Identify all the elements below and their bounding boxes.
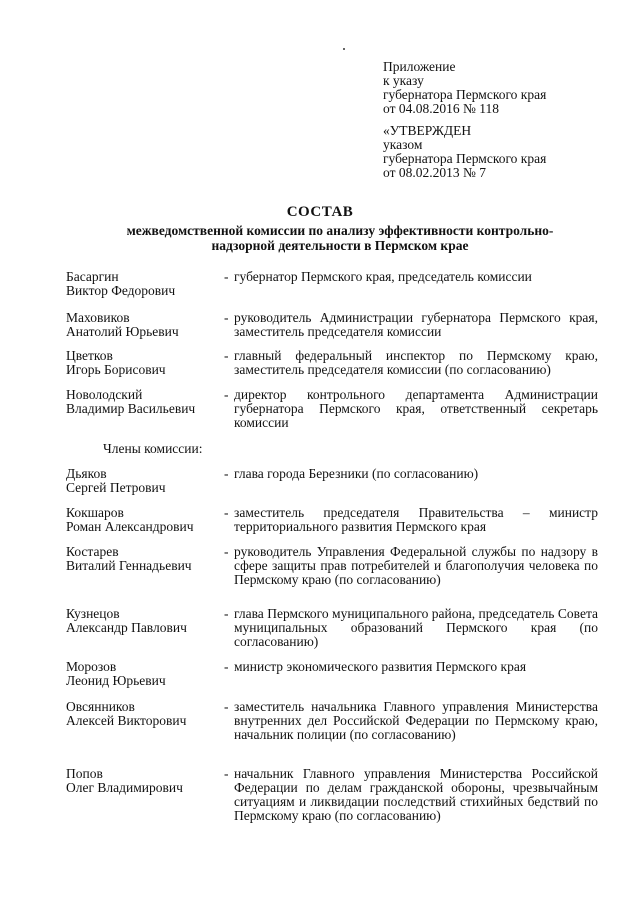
member-surname: Кузнецов (66, 606, 120, 621)
member-role: начальник Главного управления Министерства Российской Федерации по делам гражданской обороны, чрезвычайным ситуациям и ликвидации последствий стихийных бедствий по Пермскому краю (по согласованию) (234, 766, 598, 823)
member-role: заместитель начальника Главного управления Министерства внутренних дел Российской Федерации по Пермскому краю, начальник полиции (по согласованию) (234, 699, 598, 742)
member-given-name: Владимир Васильевич (66, 401, 196, 416)
member-given-name: Игорь Борисович (66, 362, 166, 377)
member-surname: Маховиков (66, 310, 130, 325)
dash-separator: - (224, 387, 229, 402)
member-given-name: Виталий Геннадьевич (66, 558, 192, 573)
member-surname: Цветков (66, 348, 113, 363)
member-name (66, 607, 224, 635)
approved-line: губернатора Пермского края (383, 151, 547, 166)
dash-separator: - (224, 766, 229, 781)
approved-line: «УТВЕРЖДЕН (383, 123, 472, 138)
member-surname: Басаргин (66, 269, 119, 284)
dash-separator: - (224, 606, 229, 621)
appendix-line: от 04.08.2016 № 118 (383, 101, 499, 116)
member-role: главный федеральный инспектор по Пермскому краю, заместитель председателя комиссии (по согласованию) (234, 348, 598, 377)
appendix-line: к указу (383, 73, 424, 88)
member-name (66, 660, 224, 688)
member-name (66, 767, 224, 795)
dash-separator: - (224, 699, 229, 714)
member-name (66, 349, 224, 377)
member-name (66, 700, 224, 728)
dash-separator: - (224, 659, 229, 674)
member-name (66, 270, 224, 298)
appendix-line: губернатора Пермского края (383, 87, 547, 102)
member-name (66, 388, 224, 416)
approved-line: от 08.02.2013 № 7 (383, 165, 486, 180)
member-given-name: Александр Павлович (66, 620, 187, 635)
appendix-header (383, 60, 546, 116)
dash-separator: - (224, 505, 229, 520)
members-section-label: Члены комиссии: (103, 441, 203, 456)
member-name (66, 545, 224, 573)
member-surname: Попов (66, 766, 103, 781)
member-role: руководитель Управления Федеральной службы по надзору в сфере защиты прав потребителей и благополучия человека по Пермскому краю (по согласованию) (234, 544, 598, 587)
dash-separator: - (224, 269, 229, 284)
member-given-name: Леонид Юрьевич (66, 673, 166, 688)
member-given-name: Олег Владимирович (66, 780, 183, 795)
member-given-name: Алексей Викторович (66, 713, 187, 728)
dash-separator: - (224, 348, 229, 363)
member-role: руководитель Администрации губернатора Пермского края, заместитель председателя комиссии (234, 310, 598, 339)
member-given-name: Виктор Федорович (66, 283, 176, 298)
approved-line: указом (383, 137, 423, 152)
member-role: министр экономического развития Пермского края (234, 659, 527, 674)
member-name (66, 311, 224, 339)
member-name (66, 467, 224, 495)
dash-separator: - (224, 544, 229, 559)
document-subtitle: межведомственной комиссии по анализу эффективности контрольно-надзорной деятельности в Пермском крае (126, 223, 554, 253)
document-title: СОСТАВ (286, 204, 354, 220)
appendix-line: Приложение (383, 59, 456, 74)
member-surname: Дьяков (66, 466, 107, 481)
member-surname: Костарев (66, 544, 119, 559)
member-role: глава Пермского муниципального района, председатель Совета муниципальных образований Пермского края (по согласованию) (234, 606, 598, 649)
member-given-name: Роман Александрович (66, 519, 194, 534)
member-surname: Морозов (66, 659, 117, 674)
member-role: заместитель председателя Правительства – министр территориального развития Пермского края (234, 505, 598, 534)
member-name (66, 506, 224, 534)
dash-separator: - (224, 310, 229, 325)
member-surname: Новолодский (66, 387, 143, 402)
approved-header (383, 124, 546, 180)
member-given-name: Сергей Петрович (66, 480, 166, 495)
member-role: глава города Березники (по согласованию) (234, 466, 479, 481)
member-given-name: Анатолий Юрьевич (66, 324, 179, 339)
dash-separator: - (224, 466, 229, 481)
member-surname: Кокшаров (66, 505, 124, 520)
page-dot (343, 48, 345, 50)
member-surname: Овсянников (66, 699, 135, 714)
member-role: губернатор Пермского края, председатель комиссии (234, 269, 532, 284)
member-role: директор контрольного департамента Администрации губернатора Пермского края, ответственный секретарь комиссии (234, 387, 598, 430)
